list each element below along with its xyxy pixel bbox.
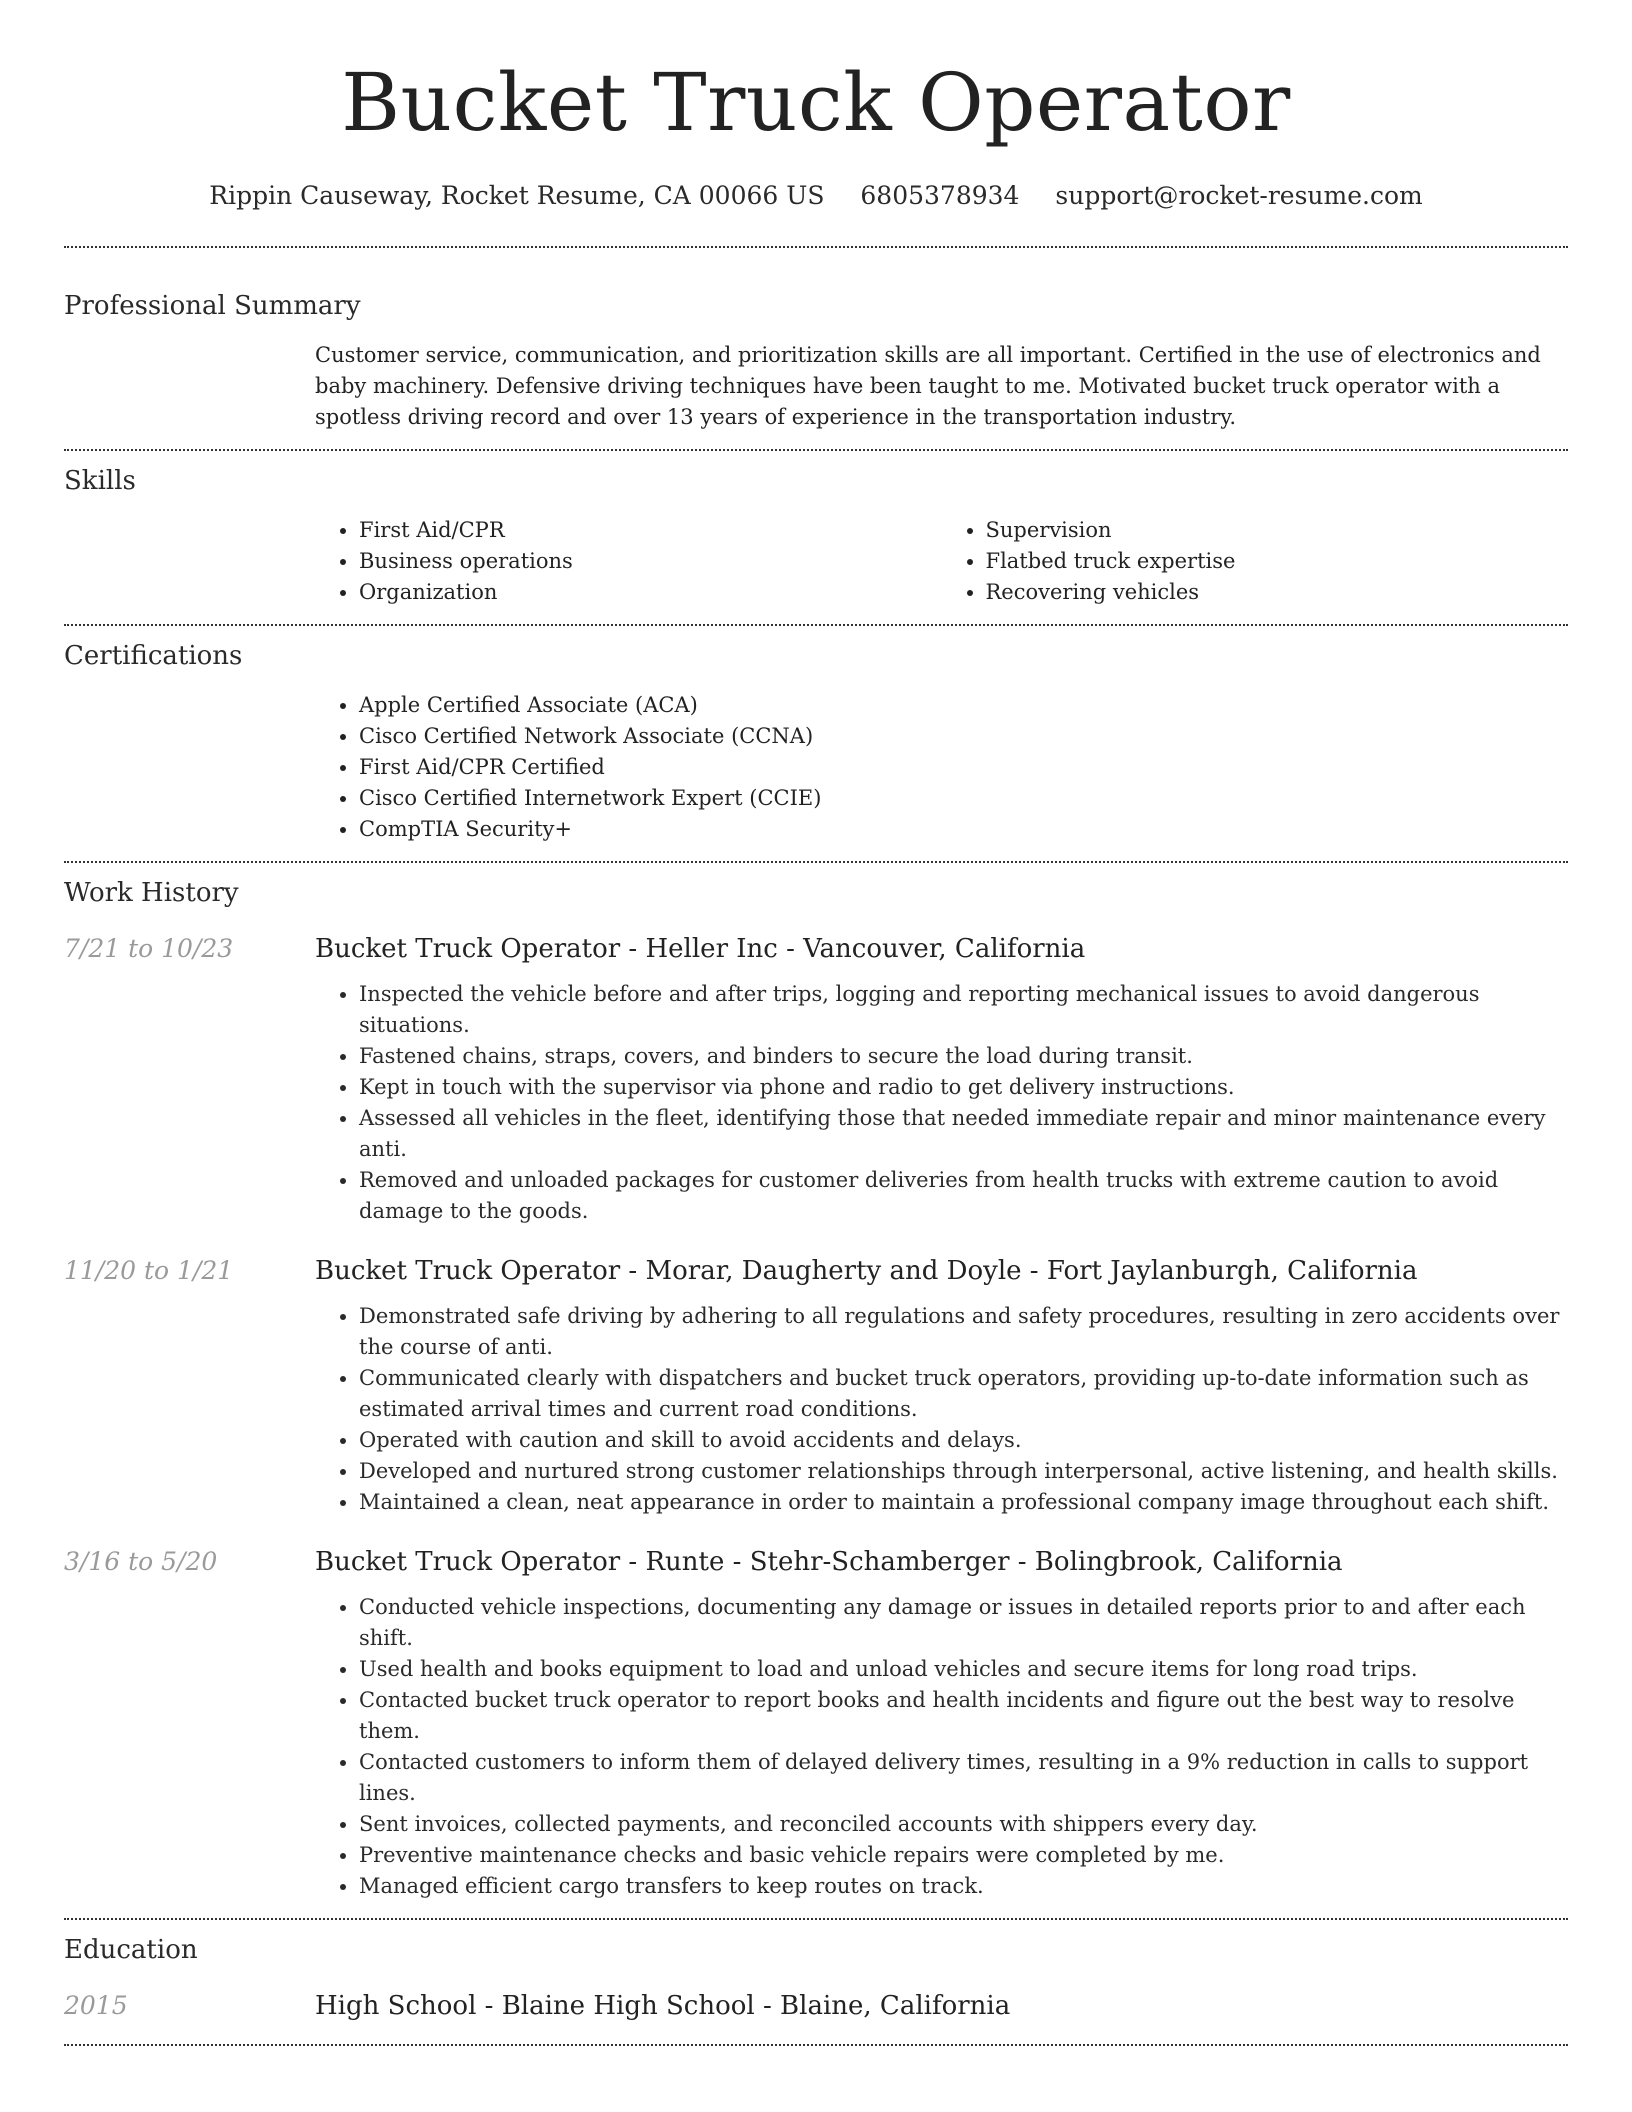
- skill-item: • First Aid/CPR: [359, 515, 942, 546]
- certification-item: • First Aid/CPR Certified: [359, 752, 1568, 783]
- job-bullet: • Inspected the vehicle before and after trips, logging and reporting mechanical issues to avoid dangerous situations.: [359, 979, 1568, 1041]
- job-bullet: • Sent invoices, collected payments, and reconciled accounts with shippers every day.: [359, 1809, 1568, 1840]
- certification-item: • Apple Certified Associate (ACA): [359, 690, 1568, 721]
- job-bullets: [315, 1592, 1568, 1902]
- job-bullet: • Contacted bucket truck operator to report books and health incidents and figure out the best way to resolve them.: [359, 1685, 1568, 1747]
- skill-item: • Supervision: [986, 515, 1569, 546]
- job-bullet: • Assessed all vehicles in the fleet, identifying those that needed immediate repair and minor maintenance every anti.: [359, 1103, 1568, 1165]
- divider: [64, 2044, 1568, 2046]
- job-bullet: • Used health and books equipment to load and unload vehicles and secure items for long road trips.: [359, 1654, 1568, 1685]
- candidate-name: Bucket Truck Operator: [341, 56, 1291, 149]
- certification-item: • Cisco Certified Network Associate (CCNA): [359, 721, 1568, 752]
- job-bullet: • Kept in touch with the supervisor via phone and radio to get delivery instructions.: [359, 1072, 1568, 1103]
- education-year: 2015: [64, 1991, 128, 2020]
- work-history-section: [0, 873, 1632, 1902]
- job-bullet: • Communicated clearly with dispatchers and bucket truck operators, providing up-to-date information such as estimated arrival times and current road conditions.: [359, 1363, 1568, 1425]
- skills-column-left: [315, 515, 942, 608]
- job-bullet: • Demonstrated safe driving by adhering to all regulations and safety procedures, resulting in zero accidents over the course of anti.: [359, 1301, 1568, 1363]
- divider: [64, 246, 1568, 248]
- skill-item: • Organization: [359, 577, 942, 608]
- job-dates: 3/16 to 5/20: [64, 1547, 218, 1576]
- job-details: [315, 1251, 1568, 1518]
- job-bullet: • Fastened chains, straps, covers, and binders to secure the load during transit.: [359, 1041, 1568, 1072]
- work-history-title: Work History: [64, 878, 239, 908]
- job-details: [315, 1542, 1568, 1902]
- contact-phone: 6805378934: [860, 181, 1020, 210]
- divider: [64, 861, 1568, 863]
- summary-section: [0, 286, 1632, 433]
- job-bullet: • Contacted customers to inform them of delayed delivery times, resulting in a 9% reduction in calls to support lines.: [359, 1747, 1568, 1809]
- certifications-list: [315, 690, 1568, 845]
- job-entry: [64, 929, 1568, 1227]
- skill-item: • Recovering vehicles: [986, 577, 1569, 608]
- divider: [64, 1918, 1568, 1920]
- contact-address: Rippin Causeway, Rocket Resume, CA 00066 US: [209, 181, 825, 210]
- skill-item: • Flatbed truck expertise: [986, 546, 1569, 577]
- divider: [64, 449, 1568, 451]
- education-entry: [64, 1986, 1568, 2026]
- education-title-line: High School - Blaine High School - Blaine, California: [315, 1991, 1011, 2021]
- summary-title: Professional Summary: [64, 291, 361, 321]
- job-title: Bucket Truck Operator - Runte - Stehr-Schamberger - Bolingbrook, California: [315, 1547, 1343, 1577]
- skills-column-right: [942, 515, 1569, 608]
- summary-text: Customer service, communication, and prioritization skills are all important. Certified in the use of electronics and baby machinery. Defensive driving techniques have been taught to me. Motivated bucket truck operator with a spotless driving record and over 13 years of experience in the transportation industry.: [315, 343, 1541, 429]
- certifications-title: Certifications: [64, 641, 243, 671]
- job-dates: 7/21 to 10/23: [64, 934, 234, 963]
- job-title: Bucket Truck Operator - Heller Inc - Vancouver, California: [315, 934, 1086, 964]
- resume-header: [0, 0, 1632, 216]
- job-bullet: • Operated with caution and skill to avoid accidents and delays.: [359, 1425, 1568, 1456]
- skills-title: Skills: [64, 466, 136, 496]
- certifications-section: [0, 636, 1632, 845]
- job-bullet: • Preventive maintenance checks and basic vehicle repairs were completed by me.: [359, 1840, 1568, 1871]
- education-section: [0, 1930, 1632, 2026]
- skills-section: [0, 461, 1632, 608]
- job-bullet: • Maintained a clean, neat appearance in order to maintain a professional company image throughout each shift.: [359, 1487, 1568, 1518]
- job-bullet: • Removed and unloaded packages for customer deliveries from health trucks with extreme caution to avoid damage to the goods.: [359, 1165, 1568, 1227]
- skills-list: [315, 515, 1568, 608]
- education-title: Education: [64, 1935, 198, 1965]
- job-bullet: • Managed efficient cargo transfers to keep routes on track.: [359, 1871, 1568, 1902]
- contact-line: [0, 176, 1632, 216]
- divider: [64, 624, 1568, 626]
- job-bullets: [315, 1301, 1568, 1518]
- job-details: [315, 929, 1568, 1227]
- job-entry: [64, 1542, 1568, 1902]
- contact-email: support@rocket-resume.com: [1055, 181, 1423, 210]
- job-bullet: • Developed and nurtured strong customer relationships through interpersonal, active listening, and health skills.: [359, 1456, 1568, 1487]
- certification-item: • Cisco Certified Internetwork Expert (CCIE): [359, 783, 1568, 814]
- job-title: Bucket Truck Operator - Morar, Daugherty and Doyle - Fort Jaylanburgh, California: [315, 1256, 1418, 1286]
- job-bullets: [315, 979, 1568, 1227]
- certification-item: • CompTIA Security+: [359, 814, 1568, 845]
- job-bullet: • Conducted vehicle inspections, documenting any damage or issues in detailed reports prior to and after each shift.: [359, 1592, 1568, 1654]
- education-details: [315, 1986, 1568, 2026]
- skill-item: • Business operations: [359, 546, 942, 577]
- job-entry: [64, 1251, 1568, 1518]
- job-dates: 11/20 to 1/21: [64, 1256, 234, 1285]
